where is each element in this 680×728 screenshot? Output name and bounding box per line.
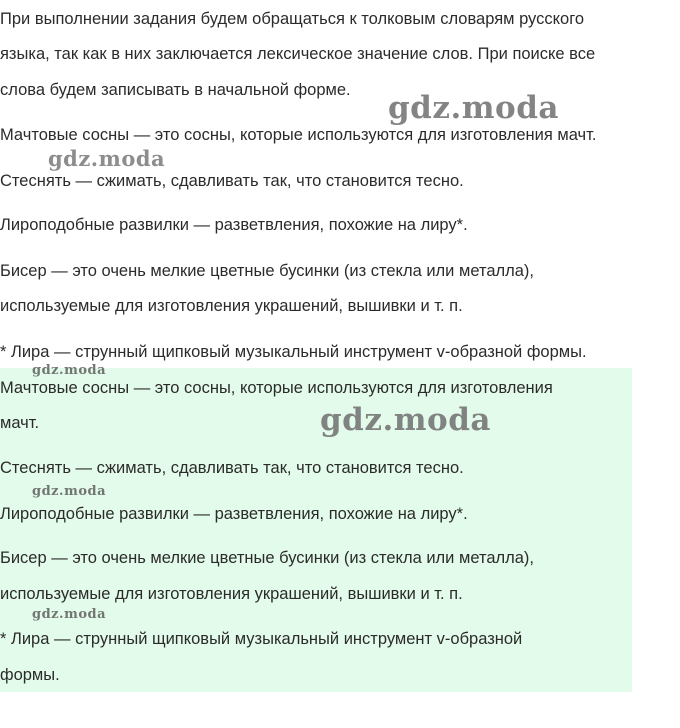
definition-constrain: Стеснять — сжимать, сдавливать так, что становится тесно. <box>0 172 464 190</box>
answer-line-3: Стеснять — сжимать, сдавливать так, что становится тесно. <box>0 459 464 477</box>
definition-lyre-forks: Лироподобные развилки — разветвления, похожие на лиру*. <box>0 216 468 234</box>
definition-mast-pines: Мачтовые сосны — это сосны, которые используются для изготовления мачт. <box>0 126 597 144</box>
intro-line-2: языка, так как в них заключается лексическое значение слов. При поиске все <box>0 45 596 63</box>
answer-line-8: формы. <box>0 666 60 684</box>
watermark-logo: gdz.moda <box>320 402 491 438</box>
footnote-lyre: * Лира — струнный щипковый музыкальный инструмент v-образной формы. <box>0 343 587 361</box>
answer-line-4: Лироподобные развилки — разветвления, похожие на лиру*. <box>0 505 468 523</box>
watermark-logo: gdz.moda <box>32 363 107 378</box>
intro-line-3: слова будем записывать в начальной форме. <box>0 81 351 99</box>
answer-line-2: мачт. <box>0 414 40 432</box>
definition-beads-line-1: Бисер — это очень мелкие цветные бусинки (из стекла или металла), <box>0 262 535 280</box>
definition-beads-line-2: используемые для изготовления украшений, вышивки и т. п. <box>0 297 463 315</box>
watermark-logo: gdz.moda <box>48 146 166 171</box>
answer-line-1: Мачтовые сосны — это сосны, которые используются для изготовления <box>0 379 553 397</box>
answer-line-5: Бисер — это очень мелкие цветные бусинки (из стекла или металла), <box>0 549 535 567</box>
answer-line-6: используемые для изготовления украшений, вышивки и т. п. <box>0 585 463 603</box>
intro-line-1: При выполнении задания будем обращаться к толковым словарям русского <box>0 10 585 28</box>
watermark-logo: gdz.moda <box>32 484 107 499</box>
watermark-logo: gdz.moda <box>32 607 107 622</box>
watermark-logo: gdz.moda <box>388 90 559 126</box>
answer-line-7: * Лира — струнный щипковый музыкальный инструмент v-образной <box>0 630 523 648</box>
